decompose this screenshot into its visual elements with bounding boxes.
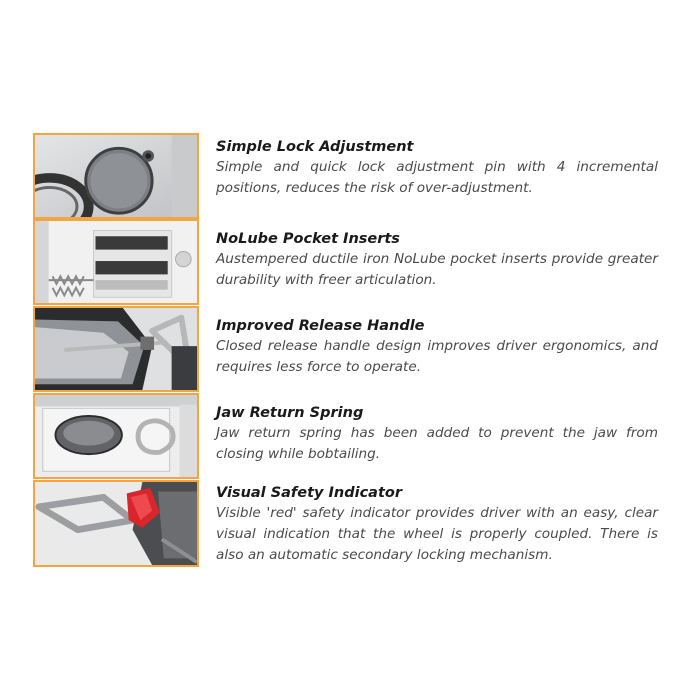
feature-text — [216, 483, 658, 566]
feature-title: NoLube Pocket Inserts — [216, 231, 400, 247]
feature-text — [216, 403, 658, 465]
feature-description: Simple and quick lock adjustment pin with 4 incremental positions, reduces the risk of over-adjustment. — [216, 159, 658, 196]
release-handle-photo — [33, 306, 199, 392]
feature-title: Simple Lock Adjustment — [216, 139, 414, 155]
feature-text — [216, 229, 658, 291]
feature-description: Jaw return spring has been added to prevent the jaw from closing while bobtailing. — [216, 425, 658, 462]
pocket-inserts-photo — [33, 219, 199, 305]
lock-adjustment-photo — [33, 133, 199, 219]
feature-title: Jaw Return Spring — [216, 405, 364, 421]
feature-title: Visual Safety Indicator — [216, 485, 402, 501]
feature-description: Closed release handle design improves driver ergonomics, and requires less force to operate. — [216, 338, 658, 375]
feature-description: Austempered ductile iron NoLube pocket inserts provide greater durability with freer articulation. — [216, 251, 658, 288]
safety-indicator-photo — [33, 480, 199, 567]
feature-title: Improved Release Handle — [216, 318, 425, 334]
feature-description: Visible 'red' safety indicator provides driver with an easy, clear visual indication that the wheel is properly coupled. There is also an automatic secondary locking mechanism. — [216, 505, 658, 563]
jaw-spring-photo — [33, 393, 199, 479]
feature-text — [216, 316, 658, 378]
feature-text — [216, 137, 658, 199]
